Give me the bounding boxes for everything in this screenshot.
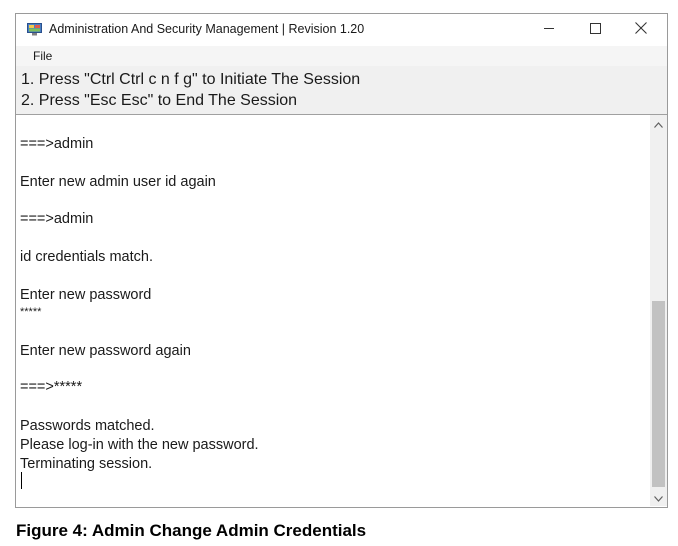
console-line: Passwords matched. xyxy=(20,418,155,434)
console-text-area[interactable] xyxy=(20,115,645,506)
console-line: Enter new password again xyxy=(20,343,191,359)
app-icon xyxy=(27,23,42,36)
close-icon xyxy=(635,21,647,39)
console-line: ===>admin xyxy=(20,136,94,152)
maximize-icon xyxy=(590,21,601,39)
vertical-scrollbar[interactable] xyxy=(650,115,667,506)
window-title: Administration And Security Management | Revision 1.20 xyxy=(49,22,365,36)
console-line: Terminating session. xyxy=(20,456,153,472)
minimize-icon xyxy=(544,21,555,39)
text-caret xyxy=(21,472,22,489)
console-line: ===>admin xyxy=(20,211,94,227)
console-line: Enter new admin user id again xyxy=(20,174,216,190)
scroll-down-button[interactable] xyxy=(650,489,667,506)
menu-file[interactable]: File xyxy=(33,49,53,63)
chevron-up-icon xyxy=(654,115,663,133)
minimize-button[interactable] xyxy=(526,14,572,46)
close-button[interactable] xyxy=(618,14,664,46)
chevron-down-icon xyxy=(654,489,663,507)
console-line: ===>***** xyxy=(20,379,83,395)
console-output[interactable] xyxy=(16,114,667,507)
instruction-line-1: 1. Press "Ctrl Ctrl c n f g" to Initiate The Session xyxy=(21,71,361,88)
menu-bar xyxy=(16,46,667,66)
title-bar[interactable] xyxy=(16,14,667,46)
maximize-button[interactable] xyxy=(572,14,618,46)
console-line: Enter new password xyxy=(20,287,152,303)
figure-caption: Figure 4: Admin Change Admin Credentials xyxy=(16,521,367,540)
instruction-line-2: 2. Press "Esc Esc" to End The Session xyxy=(21,92,298,109)
console-line: ***** xyxy=(20,306,42,318)
app-window xyxy=(15,13,668,508)
console-line: id credentials match. xyxy=(20,249,153,265)
scroll-up-button[interactable] xyxy=(650,115,667,132)
instructions-panel xyxy=(16,66,667,114)
scroll-thumb[interactable] xyxy=(652,301,665,487)
console-line: Please log-in with the new password. xyxy=(20,437,259,453)
